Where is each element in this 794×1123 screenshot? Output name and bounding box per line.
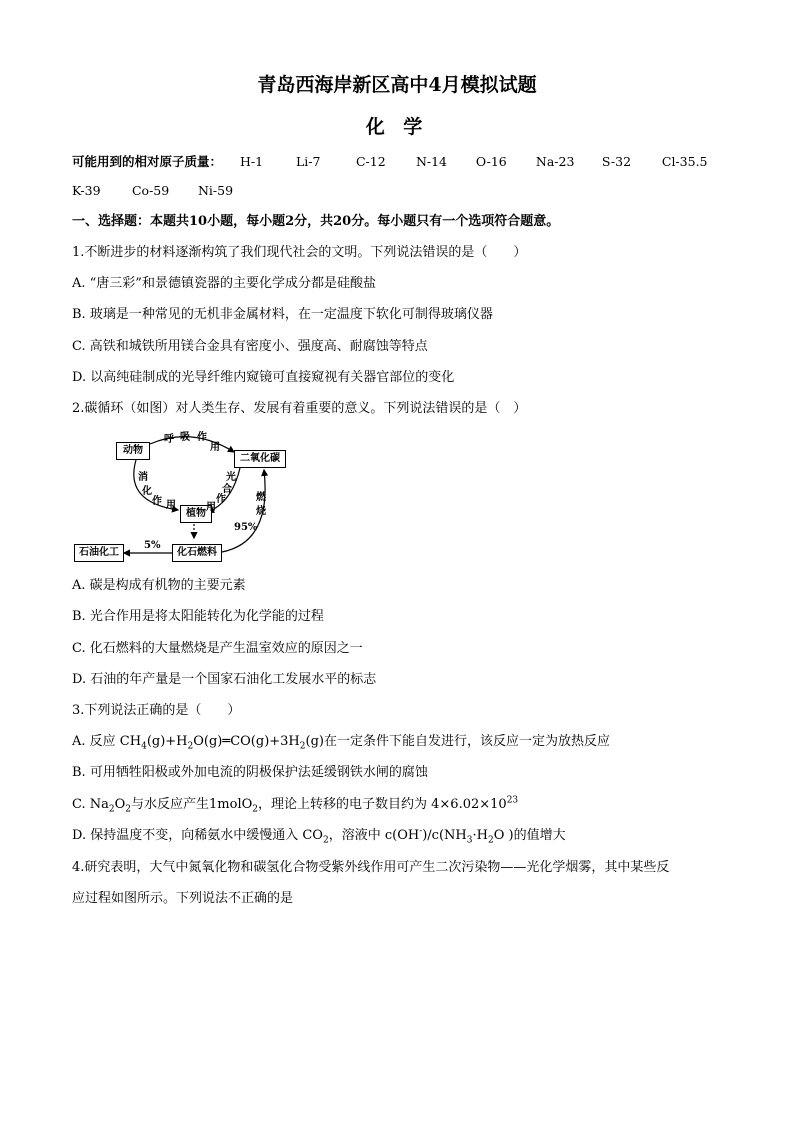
question-1-stem: 1.不断进步的材料逐渐构筑了我们现代社会的文明。下列说法错误的是（ ）	[72, 245, 527, 260]
co2-box: 二氧化碳	[234, 450, 286, 468]
atomic-mass-row-2	[72, 183, 233, 198]
carbon-cycle-diagram	[72, 432, 292, 564]
digestion-char: 用	[166, 500, 176, 511]
question-2-stem: 2.碳循环（如图）对人类生存、发展有着重要的意义。下列说法错误的是（ ）	[72, 401, 527, 416]
percent-95-label: 95%	[234, 522, 258, 533]
respiration-char: 作	[197, 432, 207, 443]
atomic-mass-row-1	[72, 152, 708, 170]
question-1-option-b: B. 玻璃是一种常见的无机非金属材料，在一定温度下软化可制得玻璃仪器	[72, 307, 493, 322]
question-4-stem-line-1: 4.研究表明，大气中氮氧化物和碳氢化合物受紫外线作用可产生二次污染物——光化学烟雾，其中某些反	[72, 860, 670, 875]
photosynthesis-char: 作	[216, 494, 226, 505]
digestion-char: 消	[138, 472, 148, 483]
question-3-option-a: A. 反应 $CH_4(g)+H_2O(g)═CO(g)+3H_2(g)$在一定条件下能自发进行，该反应一定为放热反应	[72, 734, 610, 752]
photosynthesis-char: 光	[226, 472, 236, 483]
atomic-mass-item: Cl-35.5	[661, 154, 708, 169]
question-4-stem-line-2: 应过程如图所示。下列说法不正确的是	[72, 891, 294, 906]
animal-box: 动物	[116, 442, 150, 460]
question-1-option-a: A. “唐三彩”和景德镇瓷器的主要化学成分都是硅酸盐	[72, 276, 376, 291]
atomic-mass-item: Na-23	[535, 154, 575, 169]
question-1-option-c: C. 高铁和城铁所用镁合金具有密度小、强度高、耐腐蚀等特点	[72, 339, 428, 354]
question-2-option-d: D. 石油的年产量是一个国家石油化工发展水平的标志	[72, 672, 377, 687]
atomic-mass-item: Ni-59	[197, 183, 234, 198]
question-2-option-b: B. 光合作用是将太阳能转化为化学能的过程	[72, 609, 324, 624]
atomic-mass-item: N-14	[415, 154, 448, 169]
atomic-mass-item: O-16	[475, 154, 507, 169]
respiration-char: 用	[210, 442, 220, 453]
burning-char: 烧	[256, 506, 266, 517]
fossil-fuel-box: 化石燃料	[172, 544, 222, 562]
question-2-option-c: C. 化石燃料的大量燃烧是产生温室效应的原因之一	[72, 641, 363, 656]
atomic-mass-item: Li-7	[295, 154, 321, 169]
digestion-char: 化	[142, 486, 152, 497]
percent-5-label: 5%	[144, 540, 161, 551]
respiration-char: 呼	[164, 434, 174, 445]
atomic-mass-label: 可能用到的相对原子质量：	[72, 154, 223, 169]
exam-title: 青岛西海岸新区高中4月模拟试题	[257, 74, 537, 96]
digestion-char: 作	[152, 496, 162, 507]
petrochemical-box: 石油化工	[74, 544, 124, 562]
question-3-stem: 3.下列说法正确的是（ ）	[72, 703, 241, 718]
section-heading: 一、选择题：本题共10小题，每小题2分，共20分。每小题只有一个选项符合题意。	[72, 214, 560, 229]
question-2-option-a: A. 碳是构成有机物的主要元素	[72, 578, 246, 593]
atomic-mass-item: K-39	[72, 183, 101, 198]
plant-box: 植物	[180, 505, 212, 523]
atomic-mass-item: H-1	[239, 154, 264, 169]
atomic-mass-item: C-12	[355, 154, 386, 169]
question-3-option-b: B. 可用牺牲阳极或外加电流的阴极保护法延缓钢铁水闸的腐蚀	[72, 765, 428, 780]
photosynthesis-char: 用	[206, 502, 216, 513]
atomic-mass-item: Co-59	[131, 183, 170, 198]
burning-char: 燃	[256, 492, 266, 503]
atomic-mass-item: S-32	[601, 154, 632, 169]
question-3-option-c: C. $Na_2O_2$与水反应产生1molO$_2$，理论上转移的电子数目约为 $4\times 6.02\times 10^{23}$	[72, 795, 519, 815]
question-1-option-d: D. 以高纯硅制成的光导纤维内窥镜可直接窥视有关器官部位的变化	[72, 370, 455, 385]
subject-title: 化 学	[365, 116, 429, 138]
respiration-char: 吸	[180, 432, 190, 443]
question-3-option-d: D. 保持温度不变，向稀氨水中缓慢通入 $CO_2$，溶液中 $c(OH^-)/c(NH_3\cdot H_2O$ )的值增大	[72, 826, 566, 846]
photosynthesis-char: 合	[222, 484, 232, 495]
